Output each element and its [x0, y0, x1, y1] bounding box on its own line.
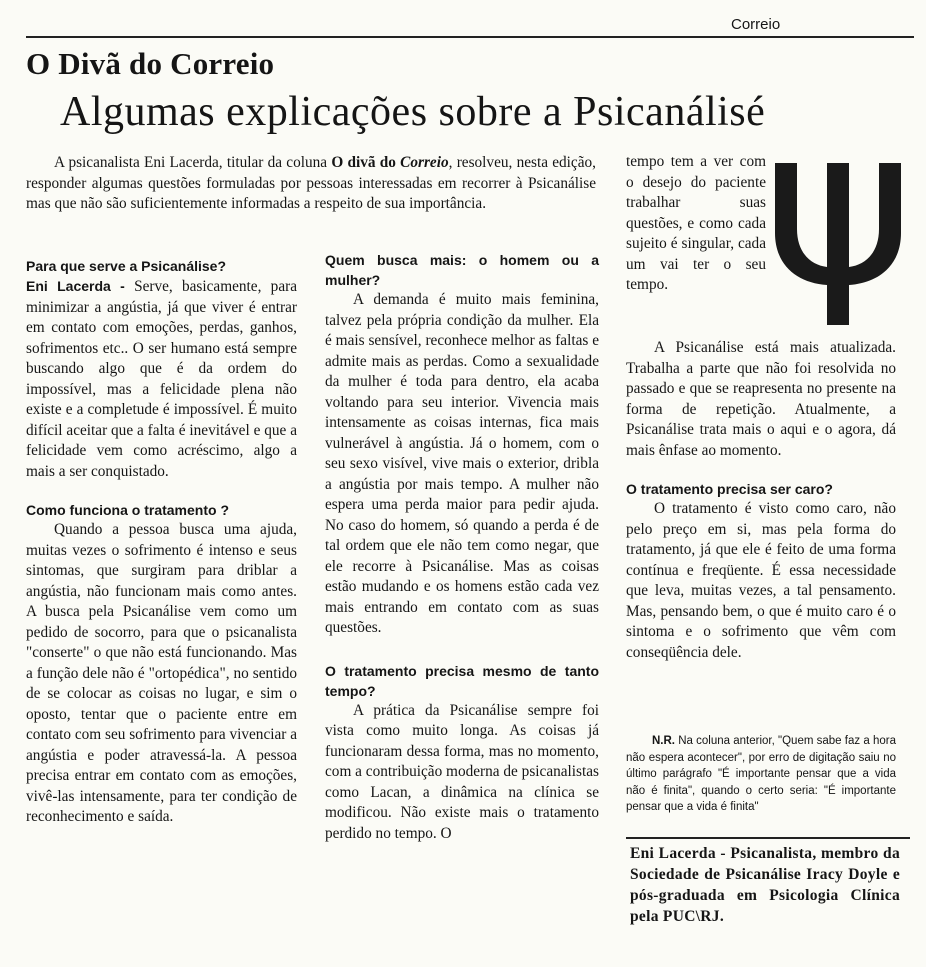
column-title: O Divã do Correio	[26, 46, 275, 81]
column-3-wrap	[626, 152, 766, 296]
signature-rule	[626, 837, 910, 839]
psi-symbol-icon	[771, 157, 905, 332]
intro-paragraph	[26, 153, 596, 215]
section-label: Correio	[731, 16, 781, 33]
column-2	[325, 250, 599, 844]
column-1	[26, 256, 297, 828]
header-rule	[26, 36, 914, 38]
answer-who: A demanda é muito mais feminina, talvez pela própria condição da mulher. Ela é mais sensível, reconhece melhor as faltas e admite mais as perdas. Como a sexualidade da mulher é toda para dentro, ela acaba voltando para seu interior. Vivencia mais intensamente as coisas internas, fica mais vulnerável à angústia. Já o homem, com o seu sexo visível, vive mais o exterior, dribla a angústia por mais tempo. A mulher não espera uma perda maior para pedir ajuda. No caso do homem, só quando a perda é de tal ordem que ele não tem como negar, que ele recorre à Psicanálise. Mas as coisas estão mudando e os homens estão cada vez mais entrando em contato com as suas questões.	[325, 291, 599, 636]
answer-author: Eni Lacerda -	[26, 278, 125, 294]
author-signature: Eni Lacerda - Psicanalista, membro da Sociedade de Psicanálise Iracy Doyle e pós-graduada em Psicologia Clínica pela PUC\RJ.	[630, 845, 900, 925]
headline: Algumas explicações sobre a Psicanálisé	[60, 89, 766, 135]
editor-note-text: Na coluna anterior, "Quem sabe faz a hora não espera acontecer", por erro de digitação saiu no último parágrafo "É importante pensar que a vida não é finita", quando o certo seria: "É importante pensar que a vida é finita"	[626, 735, 896, 813]
editor-note	[626, 733, 896, 816]
section-heading-purpose: Para que serve a Psicanálise?	[26, 258, 227, 274]
section-heading-who: Quem busca mais: o homem ou a mulher?	[325, 252, 599, 288]
intro-column-name: O divã do	[331, 154, 396, 171]
column-3	[626, 338, 896, 663]
section-heading-how: Como funciona o tratamento ?	[26, 502, 229, 518]
answer-time-continued: tempo tem a ver com o desejo do paciente trabalhar suas questões, e como cada sujeito é singular, cada um vai ter o seu tempo.	[626, 153, 766, 293]
intro-text: A psicanalista Eni Lacerda, titular da coluna	[54, 154, 328, 171]
answer-how: Quando a pessoa busca uma ajuda, muitas vezes o sofrimento é intenso e seus sintomas, que surgiram para driblar a angústia, não funcionam mais como antes. A busca pela Psicanálise vem como um pedido de socorro, para que o psicanalista "conserte" o que não está funcionando. Mas a função dele não é "ortopédica", no sentido de se colocar as coisas no lugar, e sim o oposto, tentar que o paciente entre em contato com seu sofrimento para vivenciar a angústia e poder atravessá-la. A pessoa precisa entrar em contato com as emoções, vivê-las intensamente, para ter condição de reconhecimento e saída.	[26, 521, 297, 825]
editor-note-label: N.R.	[652, 735, 675, 747]
answer-time-current: A Psicanálise está mais atualizada. Trabalha a parte que não foi resolvida no passado e que se reapresenta no presente na forma de repetição. Atualmente, a Psicanálise trata mais o aqui e o agora, dá mais ênfase ao momento.	[626, 339, 896, 459]
section-heading-time: O tratamento precisa mesmo de tanto tempo?	[325, 662, 599, 699]
intro-text-rest: , resolveu, nesta edição, responder algumas questões formuladas por pessoas interessadas em recorrer à Psicanálise mas que não são suficientemente informadas a respeito de sua importância.	[26, 154, 596, 212]
answer-purpose: Serve, basicamente, para minimizar a angústia, já que viver é entrar em contato com emoções, perdas, ganhos, sofrimentos etc.. O ser humano está sempre buscando algo que é da ordem do impossível, mas a felicidade plena não existe e a completude é impossível. É muito difícil aceitar que a falta é inevitável e que a felicidade vem como acréscimo, algo a mais a ser conquistado.	[26, 278, 298, 480]
section-heading-cost: O tratamento precisa ser caro?	[626, 481, 833, 497]
answer-cost: O tratamento é visto como caro, não pelo preço em si, mas pela forma do tratamento, já que ele é feito de uma forma contínua e freqüente. É essa necessidade que leva, muitas vezes, a tal pensamento. Mas, pensando bem, o que é muito caro é o sintoma e o sofrimento que vêm com conseqüência dele.	[626, 500, 896, 661]
answer-time: A prática da Psicanálise sempre foi vista como muito longa. As coisas já funcionaram dessa forma, mas no momento, com a contribuição moderna de psicanalistas como Lacan, a dinâmica na clínica se modificou. Não existe mais o tratamento perdido no tempo. O	[325, 701, 599, 842]
intro-column-name-italic: Correio	[400, 154, 449, 171]
